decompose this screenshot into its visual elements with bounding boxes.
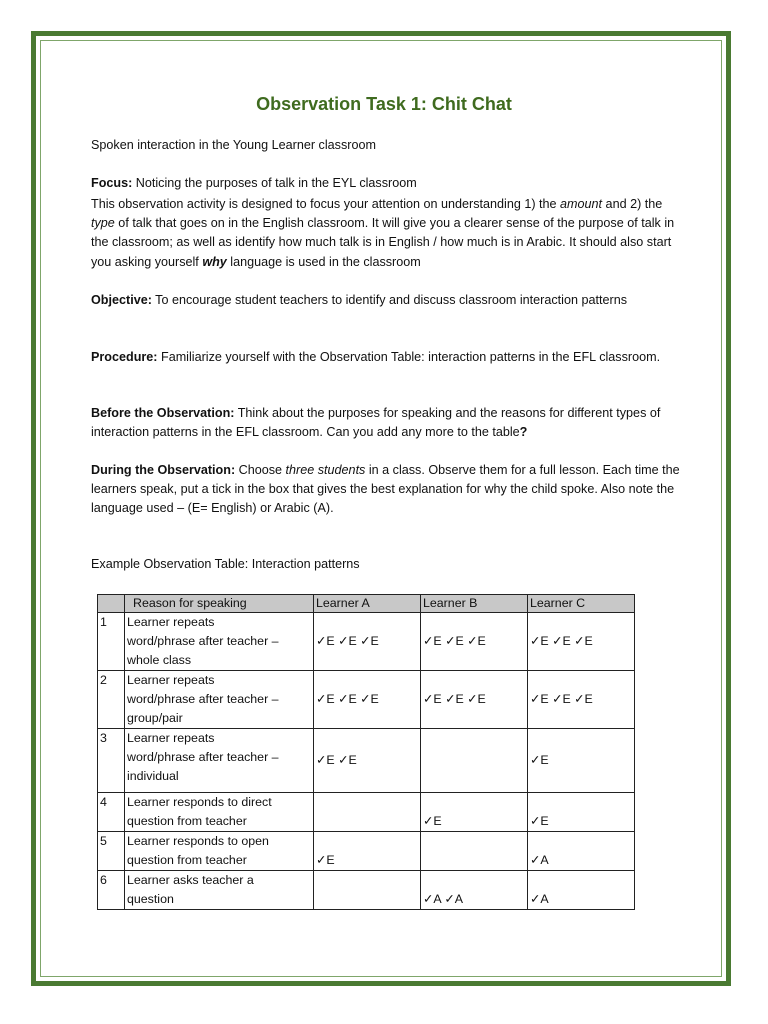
before-question-mark: ? [519,425,528,440]
table-row [98,832,635,871]
intro-amount: amount [560,197,603,211]
row-reason [125,671,314,729]
intro-text-3: of talk that goes on in the English classroom. It will give you a clearer sense of the purpose of talk in the classroom; as well as identify how much talk is in English / how much is in Arabic. It should also start you asking yourself [91,216,675,269]
during-text-1: Choose [235,463,286,477]
reason-line: Learner repeats [127,615,215,629]
learner-b-cell [421,832,528,871]
learner-b-cell [421,729,528,793]
learner-c-cell: ✓E [528,793,635,832]
during-paragraph [91,461,681,519]
objective-paragraph [91,291,681,310]
learner-c-cell: ✓A [528,871,635,910]
reason-line: word/phrase after teacher – [127,750,279,764]
before-text: Think about the purposes for speaking and the reasons for different types of interaction patterns in the EFL classroom. Can you add any more to the table [91,406,661,440]
row-number: 1 [98,613,125,671]
table-row [98,729,635,793]
table-caption: Example Observation Table: Interaction patterns [91,557,360,571]
learner-c-cell: ✓E ✓E ✓E [528,671,635,729]
reason-line: group/pair [127,711,183,725]
learner-c-cell: ✓A [528,832,635,871]
table-row [98,613,635,671]
reason-line: Learner asks teacher a [127,873,254,887]
page-title: Observation Task 1: Chit Chat [256,94,512,114]
header-number [98,595,125,613]
row-reason [125,793,314,832]
row-number: 6 [98,871,125,910]
reason-line: Learner repeats [127,731,215,745]
row-number: 2 [98,671,125,729]
reason-line: word/phrase after teacher – [127,634,279,648]
procedure-paragraph [91,348,681,367]
focus-label: Focus: [91,176,133,190]
observation-table [97,594,635,910]
row-reason [125,832,314,871]
during-text-2: in a class. Observe them for a full lesson. Each time the learners speak, put a tick in the box that gives the best explanation for why the child spoke. Also note the language used – (E= English) or Arabic (A). [91,463,680,516]
learner-a-cell [314,871,421,910]
reason-line: whole class [127,653,192,667]
intro-type: type [91,216,115,231]
focus-paragraph [91,174,681,193]
learner-b-cell: ✓E ✓E ✓E [421,671,528,729]
row-reason [125,729,314,793]
focus-text: Noticing the purposes of talk in the EYL classroom [132,176,417,190]
reason-line: question from teacher [127,853,247,867]
during-label: During the Observation: [91,463,236,477]
table-row [98,871,635,910]
reason-line: word/phrase after teacher – [127,692,279,706]
learner-a-cell: ✓E ✓E ✓E [314,613,421,671]
reason-line: Learner repeats [127,673,215,687]
table-row [98,671,635,729]
intro-text-4: language is used in the classroom [226,254,421,269]
learner-b-cell: ✓E ✓E ✓E [421,613,528,671]
reason-line: Learner responds to open [127,834,269,848]
learner-a-cell [314,793,421,832]
row-reason [125,613,314,671]
learner-a-cell: ✓E ✓E ✓E [314,671,421,729]
reason-line: question from teacher [127,814,247,828]
row-number: 3 [98,729,125,793]
intro-why: why [202,254,227,269]
learner-a-cell: ✓E ✓E [314,729,421,793]
learner-c-cell: ✓E [528,729,635,793]
learner-b-cell: ✓A ✓A [421,871,528,910]
objective-text: To encourage student teachers to identify and discuss classroom interaction patterns [151,293,627,307]
header-learner-a: Learner A [314,595,421,613]
row-reason [125,871,314,910]
row-number: 5 [98,832,125,871]
reason-line: individual [127,769,179,783]
header-learner-c: Learner C [528,595,635,613]
before-paragraph [91,404,681,442]
during-three-students: three students [285,463,366,477]
row-number: 4 [98,793,125,832]
reason-line: question [127,892,174,906]
header-learner-b: Learner B [421,595,528,613]
procedure-label: Procedure: [91,350,158,364]
intro-text-1: This observation activity is designed to focus your attention on understanding 1) the [91,197,561,211]
before-label: Before the Observation: [91,406,235,420]
table-header-row [98,595,635,613]
learner-b-cell: ✓E [421,793,528,832]
table-row [98,793,635,832]
header-reason: Reason for speaking [125,595,314,613]
subtitle: Spoken interaction in the Young Learner classroom [91,138,376,152]
reason-line: Learner responds to direct [127,795,272,809]
objective-label: Objective: [91,293,152,307]
learner-a-cell: ✓E [314,832,421,871]
intro-paragraph [91,195,681,272]
learner-c-cell: ✓E ✓E ✓E [528,613,635,671]
procedure-text: Familiarize yourself with the Observation Table: interaction patterns in the EFL classroom. [157,350,661,364]
intro-text-2: and 2) the [602,197,663,211]
